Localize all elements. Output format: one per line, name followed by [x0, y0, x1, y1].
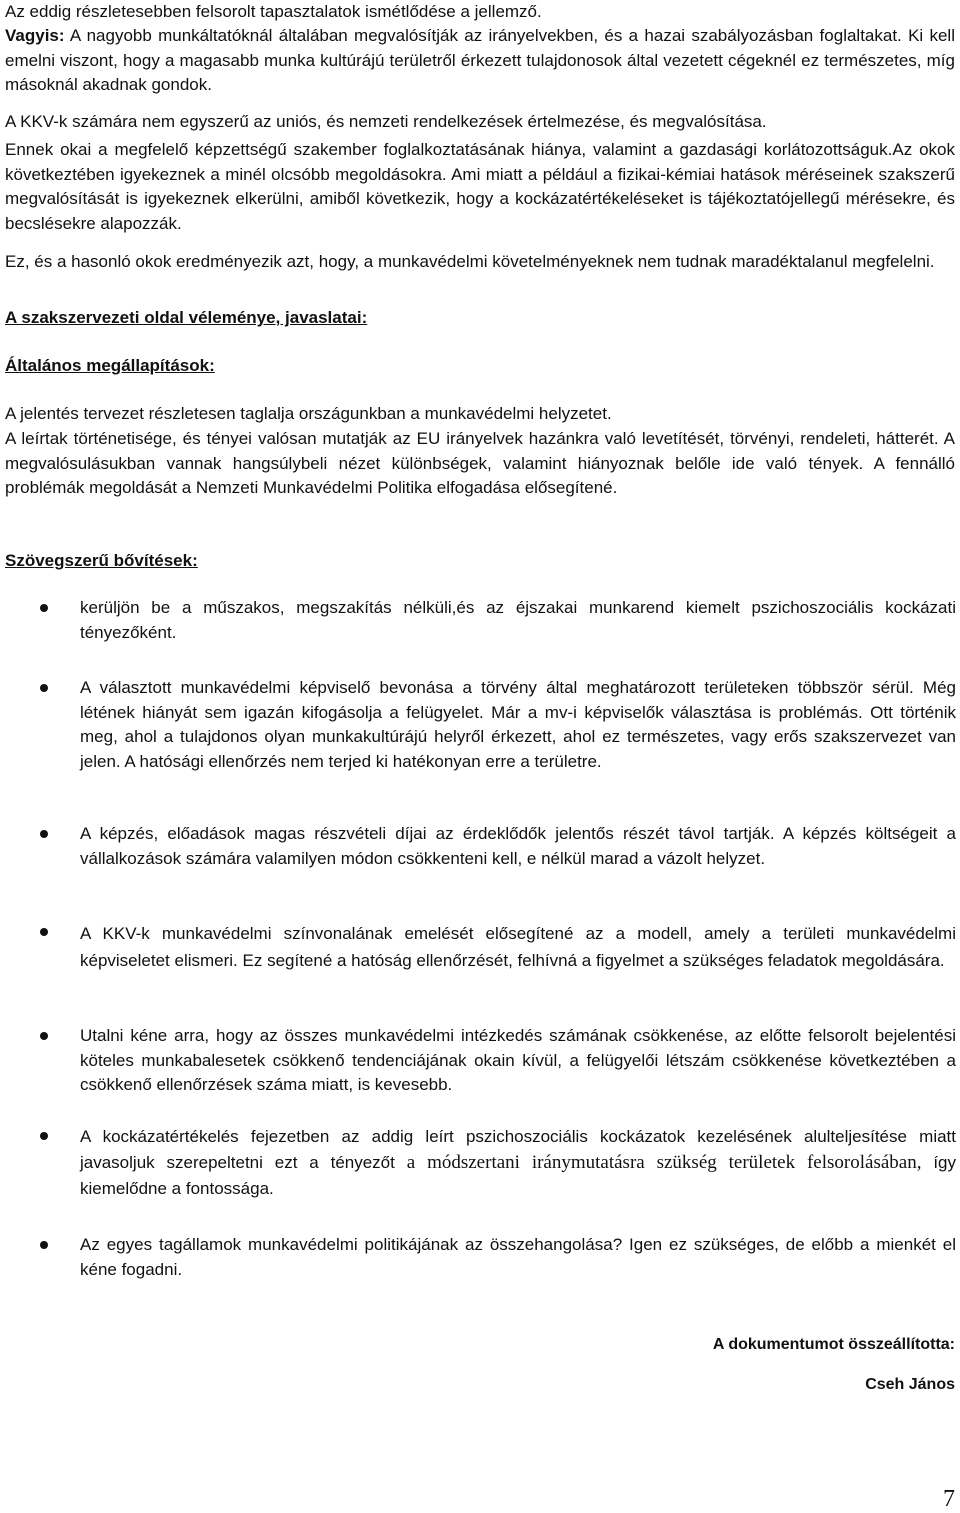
signature-name: Cseh János — [865, 1376, 955, 1393]
bullet-icon — [40, 1032, 48, 1040]
bullet-six-part2: a módszertani iránymutatásra szükség területek felsorolásában, — [394, 1152, 922, 1173]
bullet-icon — [40, 830, 48, 838]
bullet-icon — [40, 1241, 48, 1249]
consequence-paragraph: Ez, és a hasonló okok eredményezik azt, hogy, a munkavédelmi követelményeknek nem tudnak maradéktalanul megfelelni. — [5, 252, 935, 271]
list-item: A képzés, előadások magas részvételi díjai az érdeklődők jelentős részét távol tartják. A képzés költségeit a vállalkozások számára valamilyen módon csökkenteni kell, e nélkül marad a vázolt helyzet. — [80, 824, 956, 868]
bullet-icon — [40, 1132, 48, 1140]
list-item: A KKV-k munkavédelmi színvonalának emelését elősegítené az a modell, amely a területi munkavédelmi képviseletet elismeri. Ez segítené a hatóság ellenőrzését, felhívná a figyelmet a szükséges feladatok megoldására. — [80, 924, 956, 970]
bullet-icon — [40, 684, 48, 692]
intro-line: Az eddig részletesebben felsorolt tapasztalatok ismétlődése a jellemző. — [5, 2, 542, 21]
general-paragraph: A leírtak történetisége, és tényei valósan mutatják az EU irányelvek hazánkra való levetítését, törvényi, rendeleti, hátterét. A megvalósulásukban vannak hangsúlybeli nézet különbségek, valamint hiányoznak belőle ide való tények. A fennálló problémák megoldását a Nemzeti Munkavédelmi Politika elfogadása elősegítené. — [5, 429, 955, 497]
kkv-line: A KKV-k számára nem egyszerű az uniós, és nemzeti rendelkezések értelmezése, és megvalósítása. — [5, 112, 767, 131]
bullet-icon — [40, 928, 48, 936]
reasons-part-c: Ami miatt a például a fizikai-kémiai hatások méréseinek szakszerű megvalósítását is igyekeznek elkerülni, amiből következik, hogy a kockázatértékeléseket is tájékoztatójellegű mérésekre, és becslésekre alapozzák. — [5, 164, 955, 233]
reasons-paragraph — [5, 138, 955, 236]
list-item — [80, 1124, 956, 1202]
bullet-six-part1: A kockázatértékelés fejezetben az addig leírt pszichoszociális kockázatok kezelésének alulteljesítése miatt javasoljuk szerepeltetni ezt a tényezőt — [80, 1127, 956, 1172]
bullet-icon — [40, 604, 48, 612]
union-opinion-heading: A szakszervezeti oldal véleménye, javaslatai: — [5, 308, 368, 327]
list-item: A választott munkavédelmi képviselő bevonása a törvény által meghatározott területeken többször sérül. Még létének hiányát sem igazán kifogásolja a felügyelet. Már a mv-i képviselők választása is problémás. Ott történik meg, ahol a tulajdonos olyan munkakultúrájú helyről érkezett, ahol ez természetes, vagy erős szakszervezet van jelen. A hatósági ellenőrzés nem terjed ki hatékonyan erre a területre. — [80, 678, 956, 771]
vagyis-text: A nagyobb munkáltatóknál általában megvalósítják az irányelvekben, és a hazai szabályozásban foglaltakat. Ki kell emelni viszont, hogy a magasabb munka kultúrájú területről érkezett tulajdonosok által vezetett cégeknél ez természetes, míg másoknál akadnak gondok. — [5, 26, 955, 94]
signature-label: A dokumentumot összeállította: — [712, 1336, 955, 1353]
page-number: 7 — [943, 1486, 955, 1512]
list-item: kerüljön be a műszakos, megszakítás nélküli,és az éjszakai munkarend kiemelt pszichoszociális kockázati tényezőként. — [80, 598, 956, 642]
list-item: Az egyes tagállamok munkavédelmi politikájának az összehangolása? Igen ez szükséges, de előbb a mienkét el kéne fogadni. — [80, 1235, 956, 1279]
general-findings-heading: Általános megállapítások: — [5, 356, 215, 375]
vagyis-paragraph — [5, 24, 955, 98]
reasons-part-a: Ennek okai a megfelelő képzettségű szakember foglalkoztatásának hiánya, valamint a gazdasági korlátozottságuk. — [5, 140, 893, 159]
vagyis-label: Vagyis: — [5, 26, 65, 45]
bullet-six-part3: így kiemelődne a fontossága. — [80, 1153, 957, 1198]
reasons-part-b: Az okok következtében igyekeznek a minél olcsóbb megoldásokra. — [5, 140, 955, 184]
text-extensions-heading: Szövegszerű bővítések: — [5, 551, 198, 570]
general-line: A jelentés tervezet részletesen taglalja országunkban a munkavédelmi helyzetet. — [5, 404, 612, 423]
list-item: Utalni kéne arra, hogy az összes munkavédelmi intézkedés számának csökkenése, az előtte felsorolt bejelentési köteles munkabalesetek csökkenő tendenciájának okain kívül, a felügyelői létszám csökkenése következtében a csökkenő ellenőrzések száma miatt, is kevesebb. — [80, 1026, 956, 1094]
